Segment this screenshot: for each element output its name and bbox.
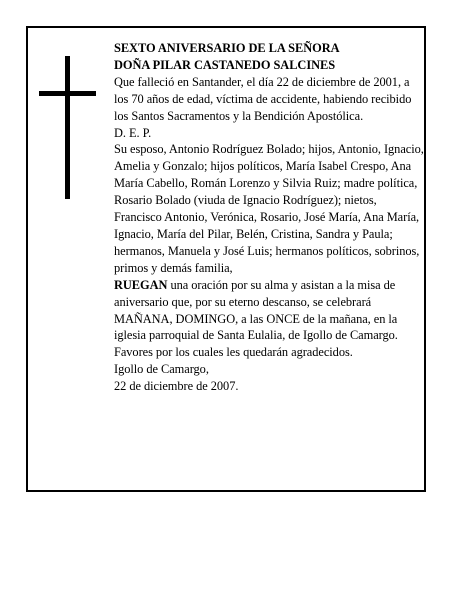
- obituary-notice: [26, 26, 426, 492]
- notice-request: [114, 277, 424, 362]
- notice-family: Su esposo, Antonio Rodríguez Bolado; hijos, Antonio, Ignacio, Amelia y Gonzalo; hijos políticos, María Isabel Crespo, Ana María Cabello, Román Lorenzo y Silvia Ruiz; madre política, Rosario Bolado (viuda de Ignacio Rodríguez); nietos, Francisco Antonio, Verónica, Rosario, José María, Ana María, Ignacio, María del Pilar, Belén, Cristina, Sandra y Paula; hermanos, Manuela y José Luis; hermanos políticos, sobrinos, primos y demás familia,: [114, 142, 424, 275]
- notice-intro: Que falleció en Santander, el día 22 de diciembre de 2001, a los 70 años de edad, víctima de accidente, habiendo recibido los Santos Sacramentos y la Bendición Apostólica.: [114, 74, 412, 123]
- cross-icon-bar: [39, 91, 96, 96]
- notice-content: [114, 40, 424, 395]
- notice-rip: D. E. P.: [114, 125, 152, 140]
- notice-title-line-1: SEXTO ANIVERSARIO DE LA SEÑORA: [114, 41, 340, 55]
- notice-date: 22 de diciembre de 2007.: [114, 379, 239, 394]
- notice-place: Igollo de Camargo,: [114, 362, 209, 377]
- notice-title-line-2: DOÑA PILAR CASTANEDO SALCINES: [114, 57, 336, 72]
- notice-request-lead: RUEGAN: [114, 277, 168, 292]
- notice-request-text: una oración por su alma y asistan a la misa de aniversario que, por su eterno descanso, se celebrará MAÑANA, DOMINGO, a las ONCE de la mañana, en la iglesia parroquial de Santa Eulalia, de Igollo de Camargo. Favores por los cuales les quedarán agradecidos.: [114, 277, 398, 360]
- cross-icon: [65, 56, 70, 199]
